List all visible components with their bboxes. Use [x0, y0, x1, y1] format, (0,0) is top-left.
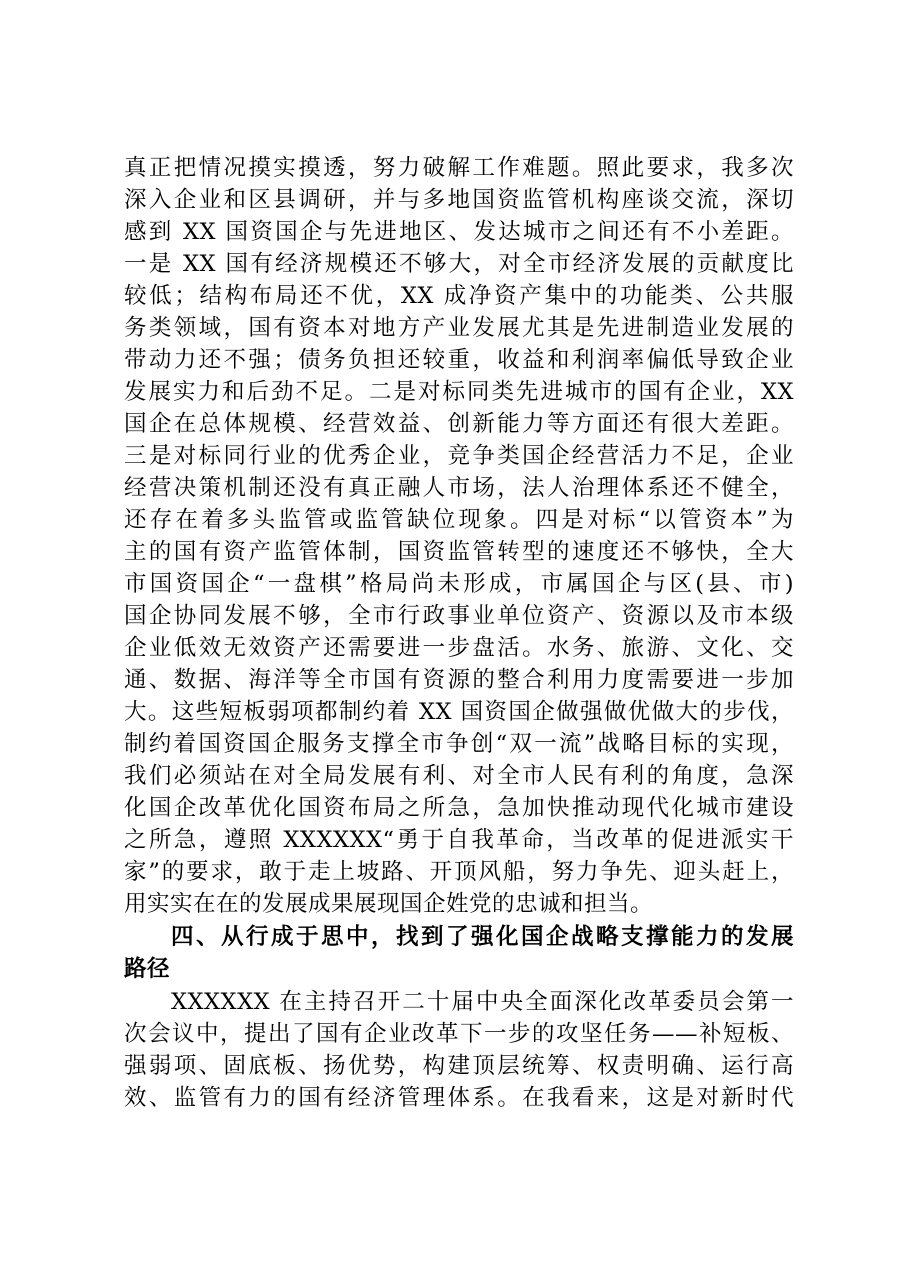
- body-text-line: 深入企业和区县调研，并与多地国资监管机构座谈交流，深切: [124, 187, 794, 213]
- body-text-line: 家”的要求，敢于走上坡路、开顶风船，努力争先、迎头赶上，: [124, 859, 794, 885]
- body-text-line: 较低；结构布局还不优，XX 成净资产集中的功能类、公共服: [124, 283, 794, 309]
- body-text-line: 用实实在在的发展成果展现国企姓党的忠诚和担当。: [124, 891, 654, 917]
- body-text-line: 感到 XX 国资国企与先进地区、发达城市之间还有不小差距。: [124, 219, 794, 245]
- body-text-line: 大。这些短板弱项都制约着 XX 国资国企做强做优做大的步伐，: [124, 699, 794, 725]
- body-text-line: XXXXXX 在主持召开二十届中央全面深化改革委员会第一: [171, 989, 794, 1015]
- body-text-line: 务类领域，国有资本对地方产业发展尤其是先进制造业发展的: [124, 315, 794, 341]
- body-text-line: 我们必须站在对全局发展有利、对全市人民有利的角度，急深: [124, 763, 794, 789]
- body-text-line: 化国企改革优化国资布局之所急，急加快推动现代化城市建设: [124, 795, 794, 821]
- body-text-line: 企业低效无效资产还需要进一步盘活。水务、旅游、文化、交: [124, 635, 794, 661]
- body-text-line: 经营决策机制还没有真正融人市场，法人治理体系还不健全，: [124, 475, 794, 501]
- body-text-line: 主的国有资产监管体制，国资监管转型的速度还不够快，全大: [124, 539, 794, 565]
- body-text-line: 之所急，遵照 XXXXXX“勇于自我革命，当改革的促进派实干: [124, 827, 794, 853]
- body-text-line: 制约着国资国企服务支撑全市争创“双一流”战略目标的实现，: [124, 731, 794, 757]
- body-text-line: 一是 XX 国有经济规模还不够大，对全市经济发展的贡献度比: [124, 251, 794, 277]
- body-text-line: 国企在总体规模、经营效益、创新能力等方面还有很大差距。: [124, 411, 794, 437]
- body-text-line: 通、数据、海洋等全市国有资源的整合利用力度需要进一步加: [124, 667, 794, 693]
- body-text-line: 次会议中，提出了国有企业改革下一步的攻坚任务——补短板、: [124, 1021, 794, 1047]
- body-text-line: 市国资国企“一盘棋”格局尚未形成，市属国企与区(县、市): [124, 571, 794, 597]
- body-text-line: 发展实力和后劲不足。二是对标同类先进城市的国有企业，XX: [124, 379, 794, 405]
- body-text-line: 带动力还不强；债务负担还较重，收益和利润率偏低导致企业: [124, 347, 794, 373]
- section-heading-continued: 路径: [124, 956, 171, 982]
- body-text-line: 真正把情况摸实摸透，努力破解工作难题。照此要求，我多次: [124, 155, 794, 181]
- body-text-line: 还存在着多头监管或监管缺位现象。四是对标“以管资本”为: [124, 507, 794, 533]
- body-text-line: 三是对标同行业的优秀企业，竞争类国企经营活力不足，企业: [124, 443, 794, 469]
- body-text-line: 效、监管有力的国有经济管理体系。在我看来，这是对新时代: [124, 1085, 794, 1111]
- body-text-line: 强弱项、固底板、扬优势，构建顶层统筹、权责明确、运行高: [124, 1053, 794, 1079]
- section-heading: 四、从行成于思中，找到了强化国企战略支撑能力的发展: [171, 924, 794, 950]
- body-text-line: 国企协同发展不够，全市行政事业单位资产、资源以及市本级: [124, 603, 794, 629]
